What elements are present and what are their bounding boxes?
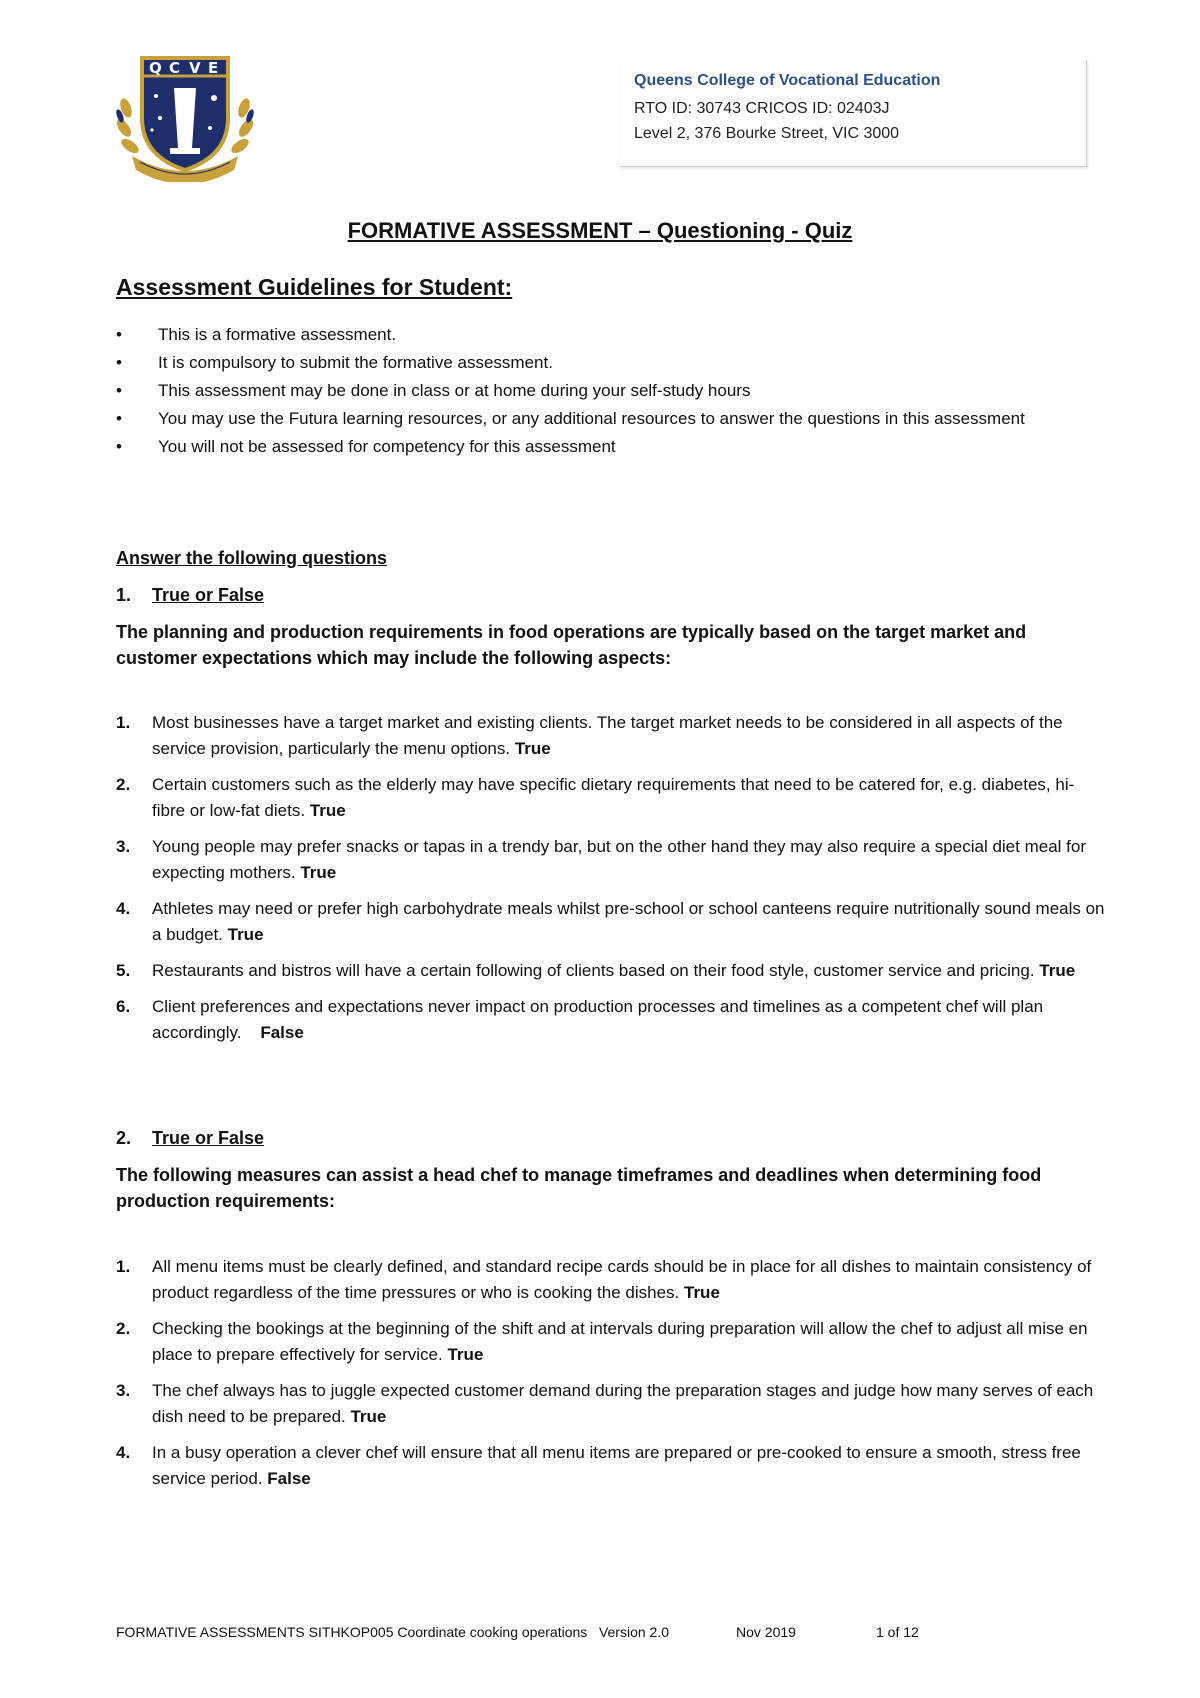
item-text: Most businesses have a target market and existing clients. The target market needs to be considered in all aspects of the service provision, particularly the menu options. <box>152 713 1063 758</box>
item-number: 1. <box>116 713 131 732</box>
item-number: 3. <box>116 1381 131 1400</box>
college-header-box <box>620 60 1087 167</box>
list-item <box>116 958 1106 984</box>
item-answer: True <box>447 1345 484 1364</box>
item-number: 2. <box>116 775 131 794</box>
list-item <box>116 1378 1106 1430</box>
list-item <box>116 896 1106 948</box>
list-item <box>116 1254 1106 1306</box>
college-name: Queens College of Vocational Education <box>634 72 941 89</box>
item-answer: True <box>309 801 346 820</box>
item-answer: True <box>350 1407 387 1426</box>
item-text: Athletes may need or prefer high carbohydrate meals whilst pre-school or school canteens require nutritionally sound meals on a budget. <box>152 899 1105 944</box>
guidelines-list <box>116 322 1096 462</box>
item-number: 4. <box>116 899 131 918</box>
question-2-items <box>116 1254 1106 1502</box>
list-item <box>116 1316 1106 1368</box>
item-number: 3. <box>116 837 131 856</box>
item-answer: True <box>514 739 551 758</box>
svg-text:C: C <box>169 59 181 77</box>
list-item <box>116 378 1096 403</box>
page-footer <box>116 1624 919 1640</box>
footer-document-title: FORMATIVE ASSESSMENTS SITHKOP005 Coordinate cooking operations Version 2.0 <box>116 1624 669 1640</box>
item-answer: True <box>684 1283 720 1302</box>
bullet-icon: • <box>116 325 122 344</box>
question-number: 2. <box>116 1128 132 1148</box>
list-item <box>116 834 1106 886</box>
item-answer: True <box>227 925 264 944</box>
item-text: In a busy operation a clever chef will ensure that all menu items are prepared or pre-cooked to ensure a smooth, stress free service period. <box>152 1443 1081 1488</box>
bullet-icon: • <box>116 381 122 400</box>
guideline-text: This assessment may be done in class or at home during your self-study hours <box>158 381 751 400</box>
question-1-heading <box>116 585 264 606</box>
list-item <box>116 772 1106 824</box>
question-type: True or False <box>152 1128 265 1148</box>
item-text: Young people may prefer snacks or tapas in a trendy bar, but on the other hand they may also require a special diet meal for expecting mothers. <box>152 837 1086 882</box>
item-text: Checking the bookings at the beginning of the shift and at intervals during preparation will allow the chef to adjust all mise en place to prepare effectively for service. <box>152 1319 1088 1364</box>
list-item <box>116 406 1096 431</box>
college-crest-icon <box>112 48 258 182</box>
item-number: 1. <box>116 1257 131 1276</box>
item-text: Certain customers such as the elderly may have specific dietary requirements that need to be catered for, e.g. diabetes, hi-fibre or low-fat diets. <box>152 775 1075 820</box>
list-item <box>116 994 1106 1046</box>
list-item <box>116 710 1106 762</box>
guideline-text: You may use the Futura learning resources, or any additional resources to answer the questions in this assessment <box>158 409 1025 428</box>
question-1-items <box>116 710 1106 1056</box>
item-answer: False <box>260 1023 304 1042</box>
item-number: 2. <box>116 1319 131 1338</box>
item-answer: True <box>1039 961 1076 980</box>
svg-text:E: E <box>208 59 219 77</box>
college-logo <box>112 48 258 182</box>
item-answer: False <box>267 1469 311 1488</box>
question-number: 1. <box>116 585 132 605</box>
item-number: 5. <box>116 961 131 980</box>
question-type: True or False <box>152 585 265 605</box>
item-answer: True <box>300 863 337 882</box>
guideline-text: It is compulsory to submit the formative assessment. <box>158 353 553 372</box>
svg-text:V: V <box>189 59 201 77</box>
list-item <box>116 350 1096 375</box>
bullet-icon: • <box>116 437 122 456</box>
item-text: Client preferences and expectations never impact on production processes and timelines as a competent chef will plan accordingly. <box>152 997 1048 1042</box>
rto-cricos-line: RTO ID: 30743 CRICOS ID: 02403J <box>634 100 890 117</box>
footer-date: Nov 2019 <box>736 1624 796 1640</box>
question-2-prompt: The following measures can assist a head chef to manage timeframes and deadlines when determining food production requirements: <box>116 1165 1042 1211</box>
item-text: All menu items must be clearly defined, and standard recipe cards should be in place for all dishes to maintain consistency of product regardless of the time pressures or who is cooking the dishes. <box>152 1257 1092 1302</box>
guideline-text: You will not be assessed for competency for this assessment <box>158 437 616 456</box>
bullet-icon: • <box>116 353 122 372</box>
question-2-heading <box>116 1128 264 1149</box>
college-address: Level 2, 376 Bourke Street, VIC 3000 <box>634 125 900 142</box>
list-item <box>116 434 1096 459</box>
svg-text:Q: Q <box>149 59 162 77</box>
guideline-text: This is a formative assessment. <box>158 325 397 344</box>
item-text: Restaurants and bistros will have a certain following of clients based on their food style, customer service and pricing. <box>152 961 1040 980</box>
item-number: 6. <box>116 997 131 1016</box>
item-number: 4. <box>116 1443 131 1462</box>
document-title: FORMATIVE ASSESSMENT – Questioning - Quiz <box>347 218 853 243</box>
guidelines-heading: Assessment Guidelines for Student: <box>116 274 513 300</box>
footer-page-number: 1 of 12 <box>876 1624 919 1640</box>
question-1-prompt: The planning and production requirements in food operations are typically based on the target market and customer expectations which may include the following aspects: <box>116 622 1027 668</box>
list-item <box>116 1440 1106 1492</box>
item-text: The chef always has to juggle expected customer demand during the preparation stages and judge how many serves of each dish need to be prepared. <box>152 1381 1094 1426</box>
answer-heading: Answer the following questions <box>116 548 388 568</box>
list-item <box>116 322 1096 347</box>
bullet-icon: • <box>116 409 122 428</box>
